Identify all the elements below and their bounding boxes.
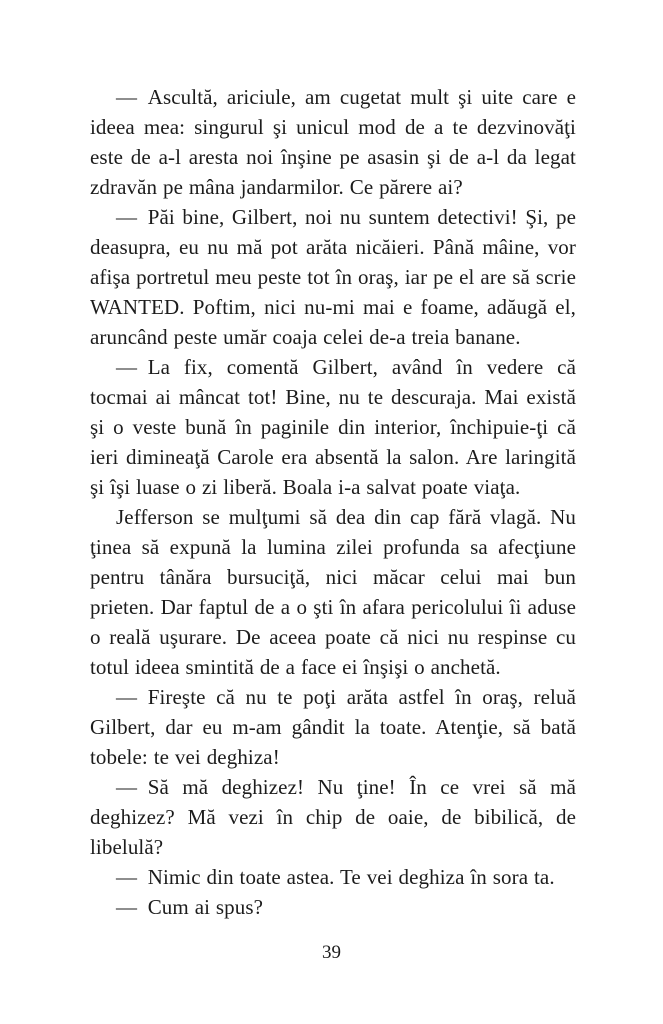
paragraph: — La fix, comentă Gilbert, având în vedere că tocmai ai mâncat tot! Bine, nu te descuraja. Mai există şi o veste bună în paginile din interior, închipuie-ţi că ieri dimineaţă Carole era absentă la salon. Are laringită şi îşi luase o zi liberă. Boala i-a salvat poate viaţa. (90, 355, 576, 499)
page-number: 39 (322, 942, 341, 963)
paragraph: — Păi bine, Gilbert, noi nu suntem detectivi! Şi, pe deasupra, eu nu mă pot arăta nicăieri. Până mâine, vor afişa portretul meu peste tot în oraş, iar pe el are să scrie WANTED. Poftim, nici nu-mi mai e foame, adăugă el, aruncând peste umăr coaja celei de-a treia banane. (90, 205, 576, 349)
paragraph: — Nimic din toate astea. Te vei deghiza în sora ta. (116, 865, 555, 889)
paragraph: — Ascultă, ariciule, am cugetat mult şi uite care e ideea mea: singurul şi unicul mod de a te dezvinovăţi este de a-l aresta noi înşine pe asasin şi de a-l da legat zdravăn pe mâna jandarmilor. Ce părere ai? (90, 85, 576, 199)
paragraph: — Să mă deghizez! Nu ţine! În ce vrei să mă deghizez? Mă vezi în chip de oaie, de bibilică, de libelulă? (90, 775, 576, 859)
body-text (90, 82, 576, 922)
paragraph: — Fireşte că nu te poţi arăta astfel în oraş, reluă Gilbert, dar eu m-am gândit la toate. Atenţie, să bată tobele: te vei deghiza! (90, 685, 576, 769)
paragraph: Jefferson se mulţumi să dea din cap fără vlagă. Nu ţinea să expună la lumina zilei profunda sa afecţiune pentru tânăra bursuciţă, nici măcar celui mai bun prieten. Dar faptul de a o şti în afara pericolului îi aduse o reală uşurare. De aceea poate că nici nu respinse cu totul ideea smintită de a face ei înşişi o anchetă. (90, 505, 576, 679)
paragraph: — Cum ai spus? (116, 895, 264, 919)
